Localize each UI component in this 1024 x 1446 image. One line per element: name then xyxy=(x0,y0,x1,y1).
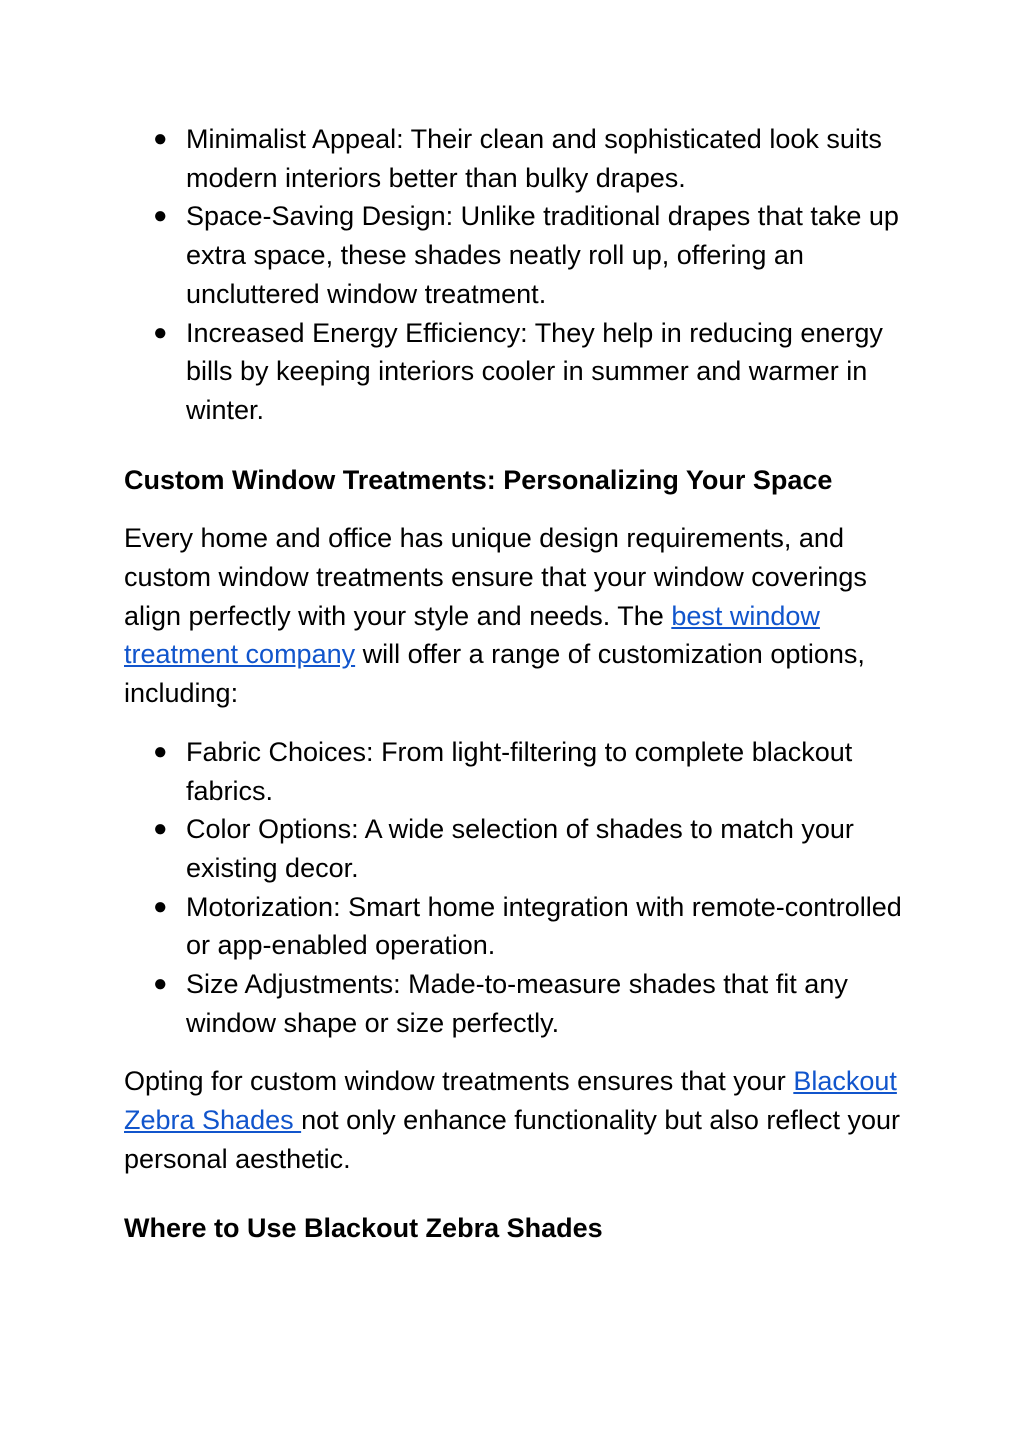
customization-options-list xyxy=(124,733,904,1043)
list-item-text: Color Options: A wide selection of shades to match your existing decor. xyxy=(186,814,854,883)
list-item-text: Motorization: Smart home integration with remote-controlled or app-enabled operation. xyxy=(186,891,902,961)
list-item-text: Minimalist Appeal: Their clean and sophisticated look suits modern interiors better than bulky drapes. xyxy=(186,124,882,193)
list-item-text: Space-Saving Design: Unlike traditional drapes that take up extra space, these shades neatly roll up, offering an uncluttered window treatment. xyxy=(186,201,899,309)
section-heading-custom: Custom Window Treatments: Personalizing Your Space xyxy=(124,464,833,495)
bullet-icon: ● xyxy=(153,202,168,230)
list-item xyxy=(124,733,904,810)
blackout-zebra-shades-link[interactable]: Blackout Zebra Shades xyxy=(124,1066,897,1136)
bullet-icon: ● xyxy=(153,318,168,346)
intro-text-after-link: will offer a range of customization options, including: xyxy=(124,639,865,709)
bullet-icon: ● xyxy=(153,125,168,152)
list-item xyxy=(124,810,904,887)
list-item xyxy=(124,965,904,1042)
list-item-text: Increased Energy Efficiency: They help in reducing energy bills by keeping interiors cooler in summer and warmer in winter. xyxy=(186,317,883,425)
list-item xyxy=(124,120,904,197)
section-heading-where: Where to Use Blackout Zebra Shades xyxy=(124,1212,603,1243)
list-item xyxy=(124,888,904,965)
closing-text-after-link: not only enhance functionality but also reflect your personal aesthetic. xyxy=(124,1105,900,1174)
bullet-icon: ● xyxy=(153,815,168,843)
list-item xyxy=(124,197,904,313)
intro-text-before-link: Every home and office has unique design requirements, and custom window treatments ensure that your window coverings align perfectly with your style and needs. The xyxy=(124,523,867,631)
bullet-icon: ● xyxy=(153,970,168,998)
bullet-icon: ● xyxy=(153,892,168,920)
list-item-text: Size Adjustments: Made-to-measure shades that fit any window shape or size perfectly. xyxy=(186,969,848,1038)
benefits-list xyxy=(124,120,904,430)
list-item xyxy=(124,314,904,430)
closing-text-before-link: Opting for custom window treatments ensures that your xyxy=(124,1066,794,1097)
list-item-text: Fabric Choices: From light-filtering to complete blackout fabrics. xyxy=(186,736,853,806)
custom-intro-paragraph xyxy=(124,519,904,713)
best-window-treatment-company-link[interactable]: best window treatment company xyxy=(124,600,820,670)
custom-closing-paragraph xyxy=(124,1062,904,1178)
bullet-icon: ● xyxy=(153,737,168,765)
document-page xyxy=(124,120,904,1247)
